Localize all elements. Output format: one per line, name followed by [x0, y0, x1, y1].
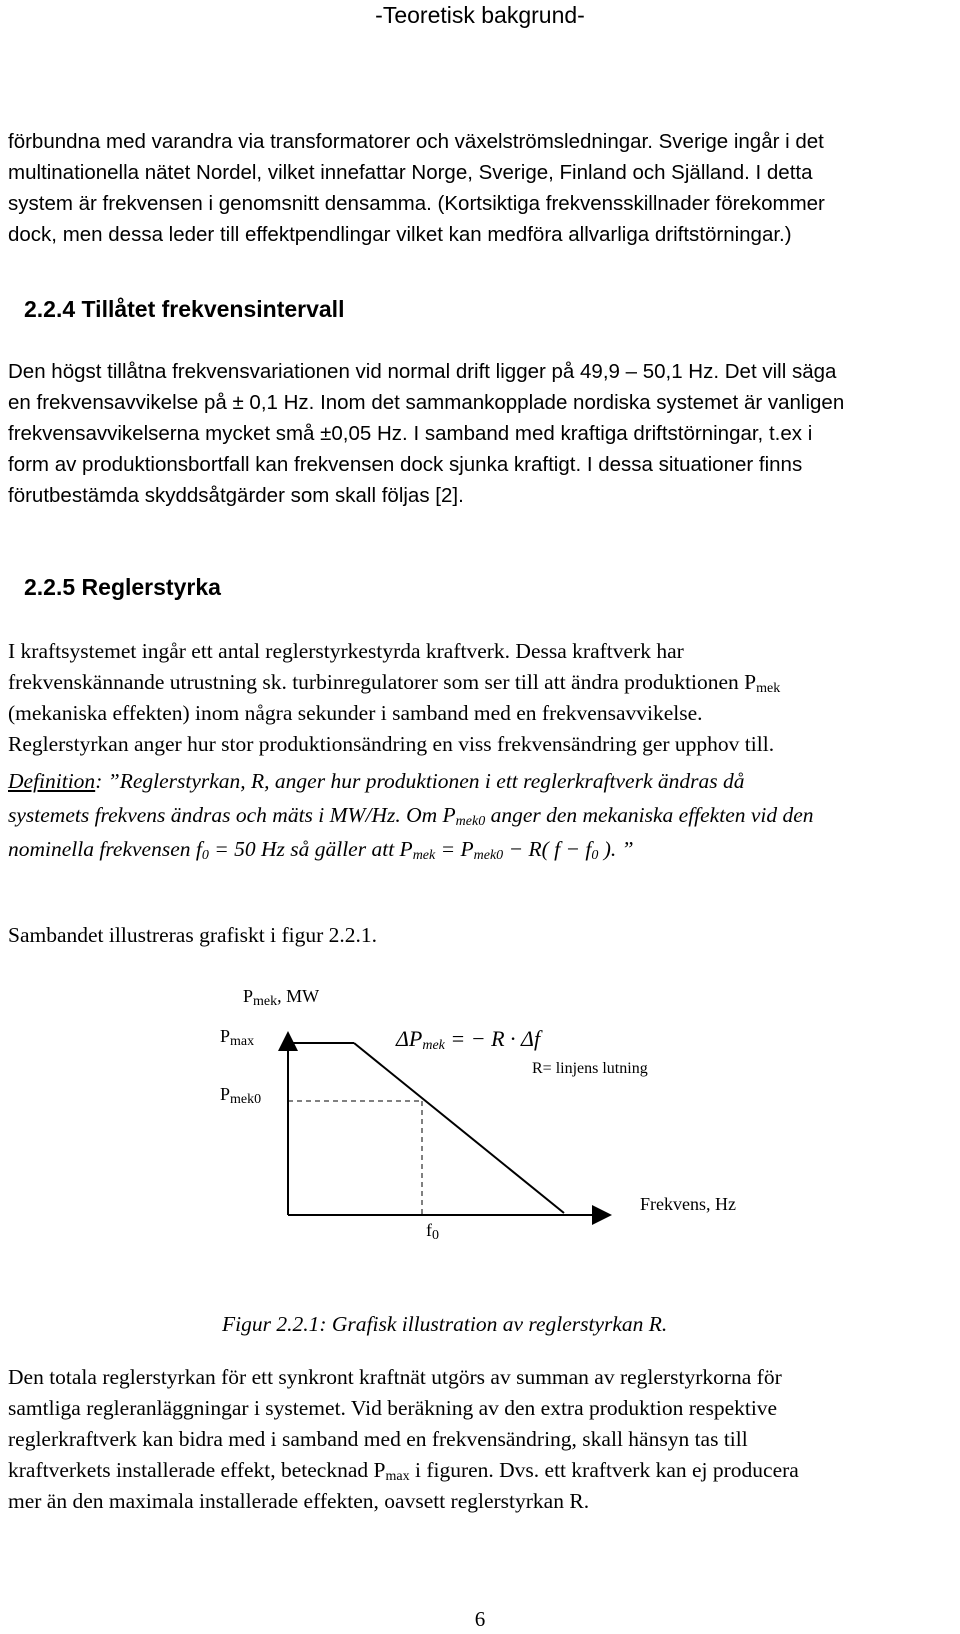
subscript: 0	[432, 1228, 439, 1243]
definition-block	[8, 764, 958, 866]
page-number: 6	[474, 1607, 486, 1631]
definition-line	[8, 798, 958, 832]
text-run: ”Reglerstyrkan, R, anger hur produktionen i ett reglerkraftverk ändras då	[107, 769, 745, 793]
pmek0-label	[220, 1084, 261, 1105]
text-run: ). ”	[598, 837, 634, 861]
section-225-paragraph	[8, 636, 958, 760]
paragraph-line: (mekaniska effekten) inom några sekunder i samband med en frekvensavvikelse.	[8, 701, 703, 725]
subscript: 0	[201, 848, 209, 863]
intro-line: förbundna med varandra via transformatorer och växelströmsledningar. Sverige ingår i det	[8, 130, 824, 153]
pmax-label	[220, 1026, 254, 1047]
x-axis-label: Frekvens, Hz	[640, 1194, 736, 1214]
text-run: frekvenskännande utrustning sk. turbinregulatorer som ser till att ändra produktionen P	[8, 670, 757, 694]
definition-label: Definition	[8, 769, 96, 793]
subscript: mek0	[455, 814, 486, 829]
paragraph-line: form av produktionsbortfall kan frekvensen dock sjunka kraftigt. I dessa situationer finns	[8, 453, 803, 476]
delta-formula	[396, 1026, 540, 1052]
text-run: anger den mekaniska effekten vid den	[485, 803, 814, 827]
intro-line: system är frekvensen i genomsnitt densamma. (Kortsiktiga frekvensskillnader förekommer	[8, 192, 825, 215]
illustration-intro: Sambandet illustreras grafiskt i figur 2.2.1.	[8, 923, 378, 947]
text-run: = − R · Δf	[444, 1026, 541, 1051]
paragraph-line: mer än den maximala installerade effekten, oavsett reglerstyrkan R.	[8, 1489, 590, 1513]
paragraph-line: samtliga regleranläggningar i systemet. Vid beräkning av den extra produktion respektive	[8, 1396, 778, 1420]
text-run: f	[426, 1220, 432, 1240]
paragraph-line	[8, 1455, 958, 1486]
text-run: nominella frekvensen f	[8, 837, 202, 861]
intro-line: multinationella nätet Nordel, vilket innefattar Norge, Sverige, Finland och Själland. I detta	[8, 161, 813, 184]
subscript: mek	[422, 1038, 445, 1053]
paragraph-line	[8, 667, 958, 698]
f0-label	[426, 1220, 439, 1241]
text-run: = P	[435, 837, 474, 861]
section-heading-225: 2.2.5 Reglerstyrka	[24, 574, 221, 600]
figure-caption: Figur 2.2.1: Grafisk illustration av reglerstyrkan R.	[222, 1312, 668, 1336]
y-axis-label	[243, 986, 319, 1007]
text-run: P	[220, 1026, 231, 1046]
definition-line	[8, 764, 958, 798]
subscript: max	[385, 1469, 410, 1484]
closing-paragraph	[8, 1362, 958, 1517]
paragraph-line: Den totala reglerstyrkan för ett synkront kraftnät utgörs av summan av reglerstyrkorna för	[8, 1365, 782, 1389]
text-run: i figuren. Dvs. ett kraftverk kan ej producera	[409, 1458, 799, 1482]
subscript: mek0	[230, 1092, 262, 1107]
text-run: , MW	[277, 986, 320, 1006]
paragraph-line: förutbestämda skyddsåtgärder som skall följas [2].	[8, 484, 464, 507]
text-run: kraftverkets installerade effekt, betecknad P	[8, 1458, 386, 1482]
subscript: max	[230, 1034, 255, 1049]
subscript: mek0	[473, 848, 504, 863]
subscript: mek	[253, 994, 278, 1009]
paragraph-line: reglerkraftverk kan bidra med i samband med en frekvensändring, skall hänsyn tas till	[8, 1427, 748, 1451]
subscript: 0	[591, 848, 599, 863]
page-header: -Teoretisk bakgrund-	[375, 2, 585, 28]
intro-line: dock, men dessa leder till effektpendlingar vilket kan medföra allvarliga driftstörningar.)	[8, 223, 792, 246]
text-run: − R( f − f	[503, 837, 592, 861]
paragraph-line: en frekvensavvikelse på ± 0,1 Hz. Inom det sammankopplade nordiska systemet är vanligen	[8, 391, 845, 414]
text-run: P	[243, 986, 254, 1006]
section-heading-224: 2.2.4 Tillåtet frekvensintervall	[24, 296, 345, 322]
paragraph-line: frekvensavvikelserna mycket små ±0,05 Hz. I samband med kraftiga driftstörningar, t.ex i	[8, 422, 813, 445]
text-run: P	[220, 1084, 231, 1104]
paragraph-line: Den högst tillåtna frekvensvariationen vid normal drift ligger på 49,9 – 50,1 Hz. Det vill säga	[8, 360, 837, 383]
definition-formula-line	[8, 832, 958, 866]
subscript: mek	[756, 681, 781, 696]
slope-note: R= linjens lutning	[532, 1060, 648, 1077]
intro-paragraph	[8, 126, 958, 250]
section-224-paragraph	[8, 356, 958, 511]
paragraph-line: Reglerstyrkan anger hur stor produktionsändring en viss frekvensändring ger upphov till.	[8, 732, 775, 756]
text-run: = 50 Hz så gäller att P	[208, 837, 413, 861]
paragraph-line: I kraftsystemet ingår ett antal reglerstyrkestyrda kraftverk. Dessa kraftverk har	[8, 639, 684, 663]
subscript: mek	[412, 848, 436, 863]
text-run: ΔP	[396, 1026, 423, 1051]
text-run: systemets frekvens ändras och mäts i MW/Hz. Om P	[8, 803, 456, 827]
text-run: :	[95, 769, 103, 793]
